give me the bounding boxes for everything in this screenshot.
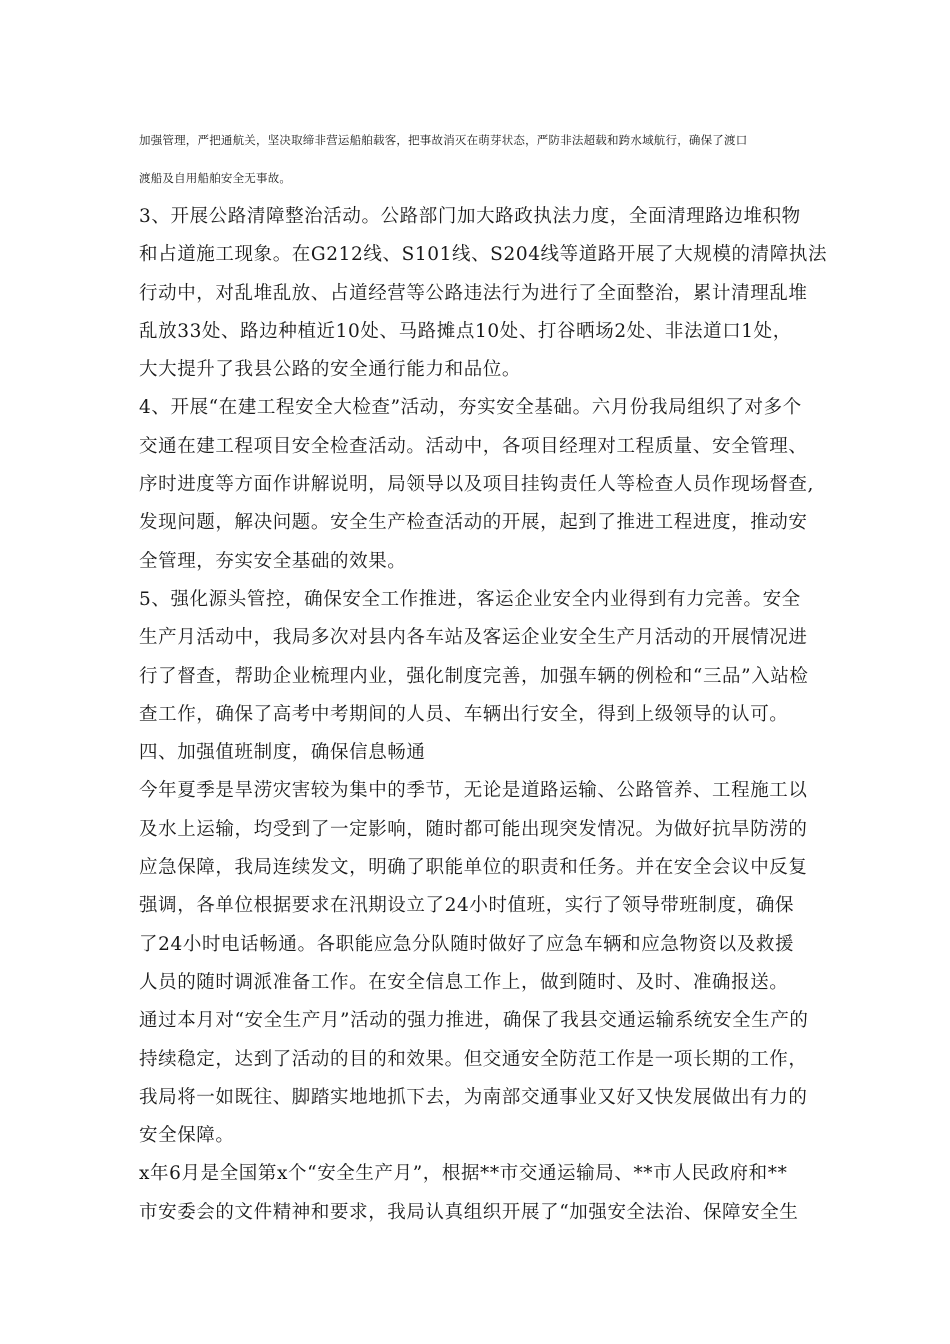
body-line: 及水上运输，均受到了一定影响，随时都可能出现突发情况。为做好抗旱防涝的 <box>139 818 808 840</box>
section-heading: 四、加强值班制度，确保信息畅通 <box>139 742 426 764</box>
body-line: 大大提升了我县公路的安全通行能力和品位。 <box>139 359 522 381</box>
body-line: 今年夏季是旱涝灾害较为集中的季节，无论是道路运输、公路管养、工程施工以 <box>139 780 808 802</box>
body-line: 交通在建工程项目安全检查活动。活动中，各项目经理对工程质量、安全管理、 <box>139 435 808 457</box>
body-line: 了24小时电话畅通。各职能应急分队随时做好了应急车辆和应急物资以及救援 <box>139 933 795 955</box>
body-line: 安全保障。 <box>139 1125 235 1147</box>
body-line: 查工作，确保了高考中考期间的人员、车辆出行安全，得到上级领导的认可。 <box>139 703 789 725</box>
body-line: x年6月是全国第x个“安全生产月”，根据**市交通运输局、**市人民政府和** <box>139 1163 788 1185</box>
body-line: 3、开展公路清障整治活动。公路部门加大路政执法力度，全面清理路边堆积物 <box>139 206 801 227</box>
body-line: 人员的随时调派准备工作。在安全信息工作上，做到随时、及时、准确报送。 <box>139 971 789 993</box>
body-line: 我局将一如既往、脚踏实地地抓下去，为南部交通事业又好又快发展做出有力的 <box>139 1086 808 1108</box>
body-line: 行动中，对乱堆乱放、占道经营等公路违法行为进行了全面整治，累计清理乱堆 <box>139 282 808 304</box>
body-line: 持续稳定，达到了活动的目的和效果。但交通安全防范工作是一项长期的工作， <box>139 1048 808 1070</box>
body-line: 4、开展“在建工程安全大检查”活动，夯实安全基础。六月份我局组织了对多个 <box>139 397 802 419</box>
body-line: 应急保障，我局连续发文，明确了职能单位的职责和任务。并在安全会议中反复 <box>139 857 808 879</box>
body-line: 和占道施工现象。在G212线、S101线、S204线等道路开展了大规模的清障执法 <box>139 244 828 266</box>
body-line: 行了督查，帮助企业梳理内业，强化制度完善，加强车辆的例检和“三品”入站检 <box>139 665 809 687</box>
body-line: 乱放33处、路边种植近10处、马路摊点10处、打谷晒场2处、非法道口1处， <box>139 320 792 342</box>
body-line: 发现问题，解决问题。安全生产检查活动的开展，起到了推进工程进度，推动安 <box>139 512 808 534</box>
body-text <box>139 198 828 1232</box>
body-line: 强调，各单位根据要求在汛期设立了24小时值班，实行了领导带班制度，确保 <box>139 895 795 917</box>
body-line: 5、强化源头管控，确保安全工作推进，客运企业安全内业得到有力完善。安全 <box>139 588 801 610</box>
body-line: 序时进度等方面作讲解说明，局领导以及项目挂钩责任人等检查人员作现场督查, <box>139 474 814 496</box>
body-line: 通过本月对“安全生产月”活动的强力推进，确保了我县交通运输系统安全生产的 <box>139 1010 809 1032</box>
top-paragraph-line-1: 加强管理，严把通航关，坚决取缔非营运船舶载客，把事故消灭在萌芽状态，严防非法超载和跨水域航行，确保了渡口 <box>139 133 748 147</box>
top-paragraph-line-2: 渡船及自用船舶安全无事故。 <box>139 171 292 185</box>
body-line: 全管理，夯实安全基础的效果。 <box>139 550 407 572</box>
body-line: 市安委会的文件精神和要求，我局认真组织开展了“加强安全法治、保障安全生 <box>139 1201 799 1223</box>
body-line: 生产月活动中，我局多次对县内各车站及客运企业安全生产月活动的开展情况进 <box>139 627 808 649</box>
